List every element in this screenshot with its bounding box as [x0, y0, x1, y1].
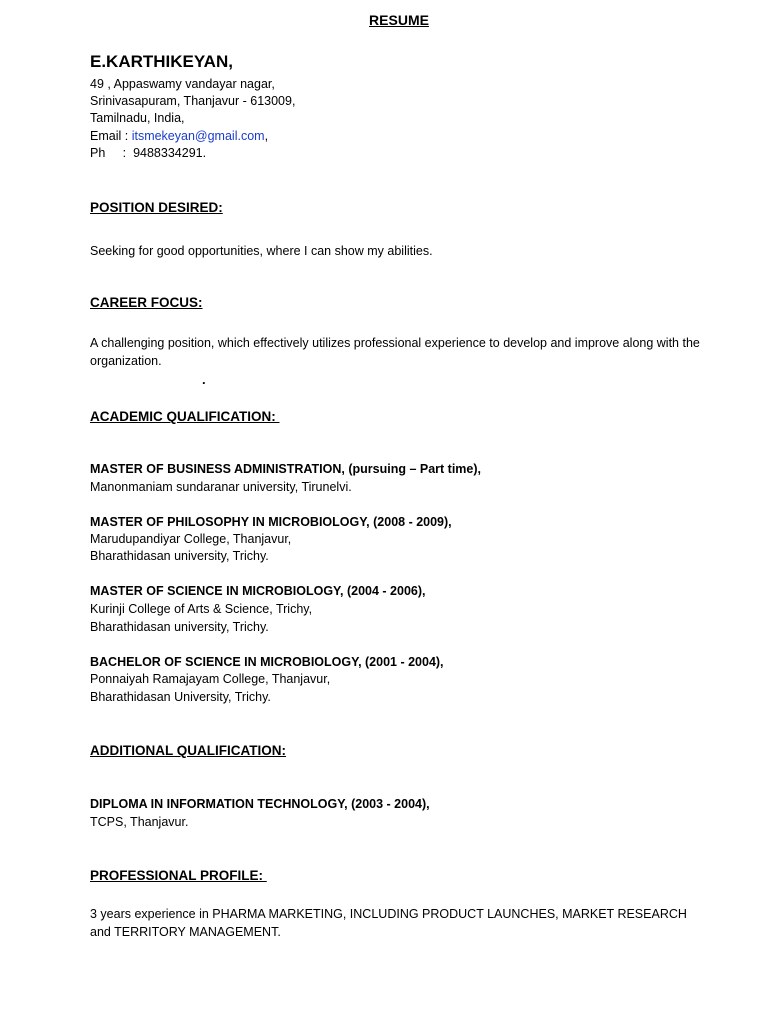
career-focus-text: A challenging position, which effectively utilizes professional experience to develop and improve along with the organization.: [90, 336, 700, 368]
degree-mba: MASTER OF BUSINESS ADMINISTRATION, (pursuing – Part time),: [90, 462, 481, 476]
degree-mphil-line1: Marudupandiyar College, Thanjavur,: [90, 532, 292, 546]
phone-line: [90, 145, 206, 162]
address-line-3: Tamilnadu, India,: [90, 111, 185, 125]
additional-heading: ADDITIONAL QUALIFICATION:: [90, 743, 286, 758]
degree-mphil-line2: Bharathidasan university, Trichy.: [90, 549, 269, 563]
stray-dot: .: [202, 372, 206, 387]
applicant-name: E.KARTHIKEYAN,: [90, 52, 233, 71]
address-line-2: Srinivasapuram, Thanjavur - 613009,: [90, 94, 296, 108]
degree-msc-line2: Bharathidasan university, Trichy.: [90, 620, 269, 634]
career-focus-heading: CAREER FOCUS:: [90, 295, 203, 310]
email-suffix: ,: [264, 129, 269, 143]
professional-text: 3 years experience in PHARMA MARKETING, INCLUDING PRODUCT LAUNCHES, MARKET RESEARCH and TERRITORY MANAGEMENT.: [90, 907, 687, 939]
degree-mphil: MASTER OF PHILOSOPHY IN MICROBIOLOGY, (2008 - 2009),: [90, 515, 452, 529]
degree-bsc-line2: Bharathidasan University, Trichy.: [90, 690, 271, 704]
email-link[interactable]: itsmekeyan@gmail.com: [131, 129, 265, 143]
email-label: Email :: [90, 129, 132, 143]
address-line-1: 49 , Appaswamy vandayar nagar,: [90, 77, 275, 91]
degree-mba-line1: Manonmaniam sundaranar university, Tirunelvi.: [90, 480, 352, 494]
phone-label: Ph :: [90, 146, 134, 160]
phone-number: 9488334291.: [133, 146, 207, 160]
degree-bsc-line1: Ponnaiyah Ramajayam College, Thanjavur,: [90, 672, 331, 686]
diploma-it: DIPLOMA IN INFORMATION TECHNOLOGY, (2003 - 2004),: [90, 797, 430, 811]
academic-heading: ACADEMIC QUALIFICATION:: [90, 409, 280, 424]
page-title: RESUME: [369, 12, 429, 28]
diploma-it-line1: TCPS, Thanjavur.: [90, 815, 189, 829]
professional-heading: PROFESSIONAL PROFILE:: [90, 868, 267, 883]
degree-msc-line1: Kurinji College of Arts & Science, Trichy,: [90, 602, 313, 616]
position-desired-heading: POSITION DESIRED:: [90, 200, 223, 215]
email-line: [90, 128, 268, 145]
degree-msc: MASTER OF SCIENCE IN MICROBIOLOGY, (2004 - 2006),: [90, 584, 426, 598]
degree-bsc: BACHELOR OF SCIENCE IN MICROBIOLOGY, (2001 - 2004),: [90, 655, 444, 669]
position-desired-text: Seeking for good opportunities, where I can show my abilities.: [90, 244, 433, 258]
